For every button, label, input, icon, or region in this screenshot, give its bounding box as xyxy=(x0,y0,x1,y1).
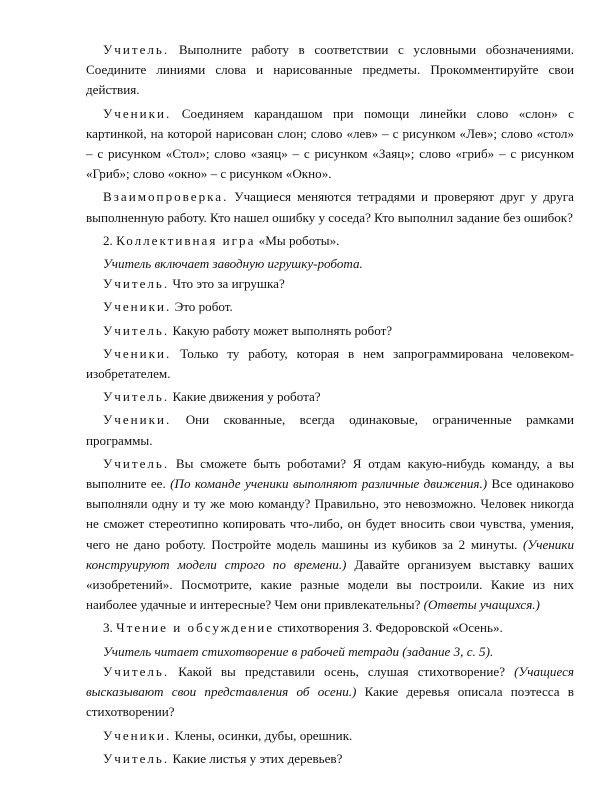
dialogue-line xyxy=(86,749,574,769)
section-number: 2. xyxy=(103,232,113,248)
paragraph-text: Учащиеся меняются тетрадями и проверяют друг у друга выполненную работу. Кто нашел ошибку у соседа? Кто выполнил задание без ошибок? xyxy=(86,189,574,225)
paragraph-text: Клены, осинки, дубы, орешник. xyxy=(171,727,353,743)
paragraph-teacher-task xyxy=(86,40,574,101)
speaker-teacher: Учитель. xyxy=(103,663,170,679)
dialogue-line-long xyxy=(86,454,574,616)
section-title: «Мы роботы». xyxy=(255,232,340,248)
paragraph-text: Соединяем карандашом при помощи линейки слово «слон» с картинкой, на которой нарисован слон; слово «лев» – с рисунком «Лев»; слово «стол» – с рисунком «Стол»; слово «заяц» – с рисунком «Заяц»; слово «гриб» – с рисунком «Гриб»; слово «окно» – с рисунком «Окно». xyxy=(86,105,574,182)
dialogue-line xyxy=(86,321,574,341)
speaker-students: Ученики. xyxy=(103,345,172,361)
stage-note: (Учащиеся высказывают свои представления об осени.) xyxy=(86,663,574,700)
paragraph-text: Это робот. xyxy=(171,299,233,315)
speaker-students: Ученики. xyxy=(103,727,172,743)
speaker-students: Ученики. xyxy=(103,412,172,428)
dialogue-line xyxy=(86,344,574,384)
stage-note: (По команде ученики выполняют различные движения.) xyxy=(165,476,488,492)
paragraph-text: Какую работу может выполнять робот? xyxy=(169,322,393,338)
stage-note: (Ученики конструируют модели строго по времени.) xyxy=(86,536,574,572)
paragraph-peer-check xyxy=(86,187,574,227)
dialogue-line xyxy=(86,387,574,407)
document-page xyxy=(86,40,574,772)
dialogue-line xyxy=(86,662,574,723)
paragraph-text: Давайте организуем выставку ваших «изобретений». Посмотрите, какие разные модели вы построили. Какие из них наиболее удачные и интересные? Чем они привлекательны? xyxy=(86,556,574,613)
speaker-teacher: Учитель. xyxy=(103,750,170,766)
stage-direction: Учитель включает заводную игрушку-робота. xyxy=(103,256,363,272)
dialogue-line xyxy=(86,274,574,294)
paragraph-text: Какие движения у робота? xyxy=(169,389,321,405)
speaker-teacher: Учитель. xyxy=(103,276,170,292)
stage-note: (Ответы учащихся.) xyxy=(420,597,540,613)
section-heading-robots-game xyxy=(86,231,574,251)
dialogue-line xyxy=(86,297,574,317)
speaker-peer-check: Взаимопроверка. xyxy=(103,189,229,205)
section-heading-spaced: Чтение и обсуждение xyxy=(116,620,275,636)
paragraph-text: Какой вы представили осень, слушая стихотворение? xyxy=(169,663,506,679)
paragraph-text: Они скованные, всегда одинаковые, ограниченные рамками программы. xyxy=(86,412,574,448)
stage-direction: Учитель читает стихотворение в рабочей тетради (задание 3, с. 5). xyxy=(103,643,494,659)
dialogue-line xyxy=(86,410,574,450)
speaker-teacher: Учитель. xyxy=(103,389,170,405)
speaker-students: Ученики. xyxy=(103,105,172,121)
speaker-students: Ученики. xyxy=(103,299,172,315)
section-number: 3. xyxy=(103,620,113,636)
paragraph-students-answer xyxy=(86,104,574,185)
speaker-teacher: Учитель. xyxy=(103,455,170,471)
paragraph-text: Вы сможете быть роботами? Я отдам какую-нибудь команду, а вы выполните ее. xyxy=(86,455,574,492)
paragraph-text: Какие деревья описала поэтесса в стихотворении? xyxy=(86,684,574,720)
paragraph-text: Какие листья у этих деревьев? xyxy=(169,750,343,766)
speaker-teacher: Учитель. xyxy=(103,322,170,338)
paragraph-text: Все одинаково выполняли одну и ту же мою команду? Правильно, это невозможно. Человек никогда не сможет стереотипно копировать что-либо, он будет вносить свои чувства, умения, чего не дано роботу. Постройте модель машины из кубиков за 2 минуты. xyxy=(86,476,574,552)
section-heading-poem xyxy=(86,618,574,638)
dialogue-line xyxy=(86,726,574,746)
paragraph-text: Только ту работу, которая в нем запрограммирована человеком-изобретателем. xyxy=(86,345,574,382)
section-title: стихотворения З. Федоровской «Осень». xyxy=(274,620,503,636)
speaker-teacher: Учитель. xyxy=(103,42,170,57)
paragraph-text: Выполните работу в соответствии с условными обозначениями. Соедините линиями слова и нарисованные предметы. Прокомментируйте свои действия. xyxy=(86,42,574,98)
paragraph-text: Что это за игрушка? xyxy=(169,276,285,292)
section-heading-spaced: Коллективная игра xyxy=(116,232,256,248)
